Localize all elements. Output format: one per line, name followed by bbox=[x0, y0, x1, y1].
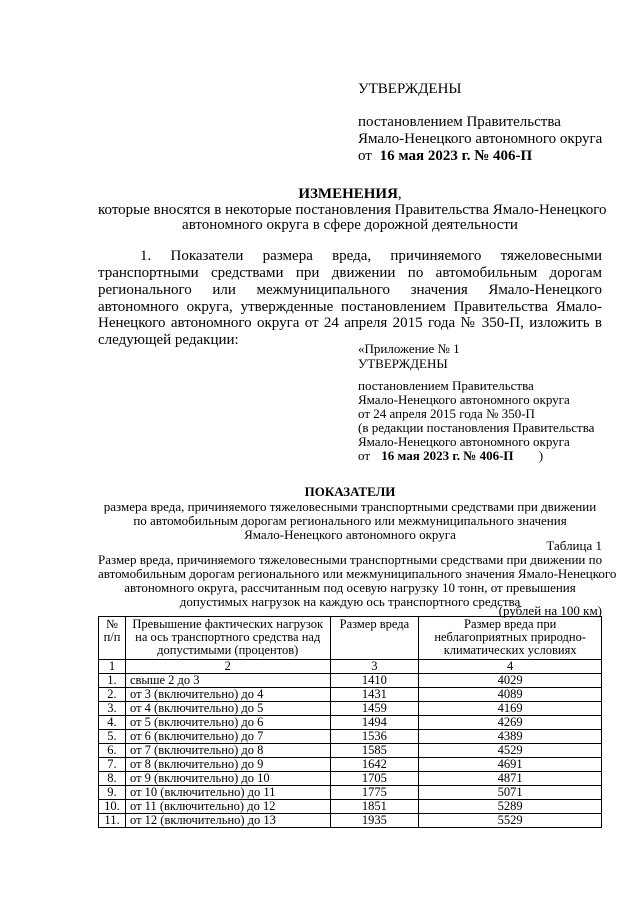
paragraph-line: транспортными средствами при движении по автомобильным дорогам bbox=[98, 265, 602, 281]
appendix-line: от 24 апреля 2015 года № 350-П bbox=[358, 406, 535, 421]
appendix-number: «Приложение № 1 bbox=[358, 341, 460, 356]
row-num: 4. bbox=[99, 716, 126, 730]
appendix-approved: УТВЕРЖДЕНЫ bbox=[358, 356, 448, 371]
damage-table bbox=[98, 616, 602, 828]
row-damage: 1935 bbox=[330, 814, 419, 828]
title-comma: , bbox=[397, 186, 402, 202]
date-prefix: от bbox=[358, 148, 372, 164]
col-number: 1 bbox=[99, 660, 126, 674]
col-number: 3 bbox=[330, 660, 419, 674]
table-row bbox=[99, 772, 602, 786]
header-damage-bad: Размер вреда при неблагоприятных природно-климатических условиях bbox=[419, 617, 602, 660]
appendix-date-line bbox=[358, 448, 543, 464]
indicators-sub-3: Ямало-Ненецкого автономного округа bbox=[244, 527, 456, 542]
row-damage-bad: 4089 bbox=[419, 688, 602, 702]
row-damage: 1494 bbox=[330, 716, 419, 730]
row-excess: от 3 (включительно) до 4 bbox=[125, 688, 330, 702]
row-damage-bad: 4389 bbox=[419, 730, 602, 744]
row-damage: 1705 bbox=[330, 772, 419, 786]
header-num: № п/п bbox=[99, 617, 126, 660]
row-damage-bad: 5529 bbox=[419, 814, 602, 828]
row-damage-bad: 4529 bbox=[419, 744, 602, 758]
paragraph-line: Ненецкого автономного округа от 24 апреля 2015 года № 350-П, изложить в bbox=[98, 315, 602, 331]
row-num: 1. bbox=[99, 674, 126, 688]
row-excess: от 4 (включительно) до 5 bbox=[125, 702, 330, 716]
table-row bbox=[99, 702, 602, 716]
paragraph-line: 1. Показатели размера вреда, причиняемого тяжеловесными bbox=[140, 248, 602, 264]
table-caption-line: допустимых нагрузок на каждую ось транспортного средства bbox=[179, 594, 521, 609]
row-damage-bad: 5289 bbox=[419, 800, 602, 814]
table-caption-line: автономного округа, рассчитанным под осевую нагрузку 10 тонн, от превышения bbox=[124, 580, 576, 595]
appendix-line: Ямало-Ненецкого автономного округа bbox=[358, 392, 570, 407]
table-units: (рублей на 100 км) bbox=[498, 603, 602, 618]
table-column-numbers-row bbox=[99, 660, 602, 674]
row-damage: 1642 bbox=[330, 758, 419, 772]
table-row bbox=[99, 688, 602, 702]
appendix-close-paren: ) bbox=[538, 448, 544, 463]
row-num: 3. bbox=[99, 702, 126, 716]
table-row bbox=[99, 800, 602, 814]
table-caption-line: автомобильным дорогам регионального или межмуниципального значения Ямало-Ненецкого bbox=[98, 566, 617, 581]
indicators-sub-1: размера вреда, причиняемого тяжеловесными транспортными средствами при движении bbox=[103, 499, 597, 514]
row-excess: от 11 (включительно) до 12 bbox=[125, 800, 330, 814]
table-caption-line: Размер вреда, причиняемого тяжеловесными транспортными средствами при движении по bbox=[98, 552, 603, 567]
row-excess: от 8 (включительно) до 9 bbox=[125, 758, 330, 772]
title-sub-1: которые вносятся в некоторые постановления Правительства Ямало-Ненецкого bbox=[98, 202, 607, 218]
row-num: 9. bbox=[99, 786, 126, 800]
row-damage-bad: 5071 bbox=[419, 786, 602, 800]
row-excess: свыше 2 до 3 bbox=[125, 674, 330, 688]
table-row bbox=[99, 674, 602, 688]
table-row bbox=[99, 716, 602, 730]
row-num: 5. bbox=[99, 730, 126, 744]
row-excess: от 9 (включительно) до 10 bbox=[125, 772, 330, 786]
row-damage: 1431 bbox=[330, 688, 419, 702]
indicators-sub-2: по автомобильным дорогам регионального или межмуниципального значения bbox=[133, 513, 567, 528]
row-damage: 1459 bbox=[330, 702, 419, 716]
table-row bbox=[99, 814, 602, 828]
row-num: 7. bbox=[99, 758, 126, 772]
table-header-row bbox=[99, 617, 602, 660]
indicators-title: ПОКАЗАТЕЛИ bbox=[304, 484, 396, 499]
header-excess: Превышение фактических нагрузок на ось транспортного средства над допустимыми (процентов) bbox=[125, 617, 330, 660]
row-damage-bad: 4169 bbox=[419, 702, 602, 716]
row-damage: 1775 bbox=[330, 786, 419, 800]
row-damage-bad: 4269 bbox=[419, 716, 602, 730]
table-label: Таблица 1 bbox=[546, 538, 602, 553]
table-row bbox=[99, 744, 602, 758]
title-sub-2: автономного округа в сфере дорожной деятельности bbox=[182, 217, 518, 233]
row-excess: от 7 (включительно) до 8 bbox=[125, 744, 330, 758]
row-num: 10. bbox=[99, 800, 126, 814]
row-damage-bad: 4029 bbox=[419, 674, 602, 688]
approved-by-line: постановлением Правительства bbox=[358, 114, 561, 130]
row-damage: 1536 bbox=[330, 730, 419, 744]
paragraph-last-line: следующей редакции: bbox=[98, 332, 239, 348]
row-damage: 1585 bbox=[330, 744, 419, 758]
row-excess: от 10 (включительно) до 11 bbox=[125, 786, 330, 800]
row-num: 8. bbox=[99, 772, 126, 786]
row-excess: от 6 (включительно) до 7 bbox=[125, 730, 330, 744]
approved-date-line bbox=[358, 147, 532, 166]
row-excess: от 12 (включительно) до 13 bbox=[125, 814, 330, 828]
table-row bbox=[99, 730, 602, 744]
appendix-line: постановлением Правительства bbox=[358, 378, 534, 393]
paragraph-line: регионального или межмуниципального значения Ямало-Ненецкого bbox=[98, 282, 602, 298]
col-number: 4 bbox=[419, 660, 602, 674]
row-num: 6. bbox=[99, 744, 126, 758]
appendix-date-prefix: от bbox=[358, 448, 371, 463]
approved-heading: УТВЕРЖДЕНЫ bbox=[358, 81, 462, 97]
header-damage: Размер вреда bbox=[330, 617, 419, 660]
row-damage-bad: 4691 bbox=[419, 758, 602, 772]
row-damage: 1851 bbox=[330, 800, 419, 814]
row-num: 2. bbox=[99, 688, 126, 702]
col-number: 2 bbox=[125, 660, 330, 674]
paragraph-line: автономного округа, утвержденные постановлением Правительства Ямало- bbox=[98, 299, 602, 315]
table-row bbox=[99, 758, 602, 772]
approved-org-line: Ямало-Ненецкого автономного округа bbox=[358, 131, 603, 147]
row-damage-bad: 4871 bbox=[419, 772, 602, 786]
table-row bbox=[99, 786, 602, 800]
title-main: ИЗМЕНЕНИЯ bbox=[298, 186, 398, 202]
date-number: 16 мая 2023 г. № 406-П bbox=[379, 148, 533, 164]
appendix-line: (в редакции постановления Правительства bbox=[358, 420, 595, 435]
appendix-date-number: 16 мая 2023 г. № 406-П bbox=[381, 448, 514, 463]
row-excess: от 5 (включительно) до 6 bbox=[125, 716, 330, 730]
appendix-line: Ямало-Ненецкого автономного округа bbox=[358, 434, 570, 449]
row-damage: 1410 bbox=[330, 674, 419, 688]
row-num: 11. bbox=[99, 814, 126, 828]
